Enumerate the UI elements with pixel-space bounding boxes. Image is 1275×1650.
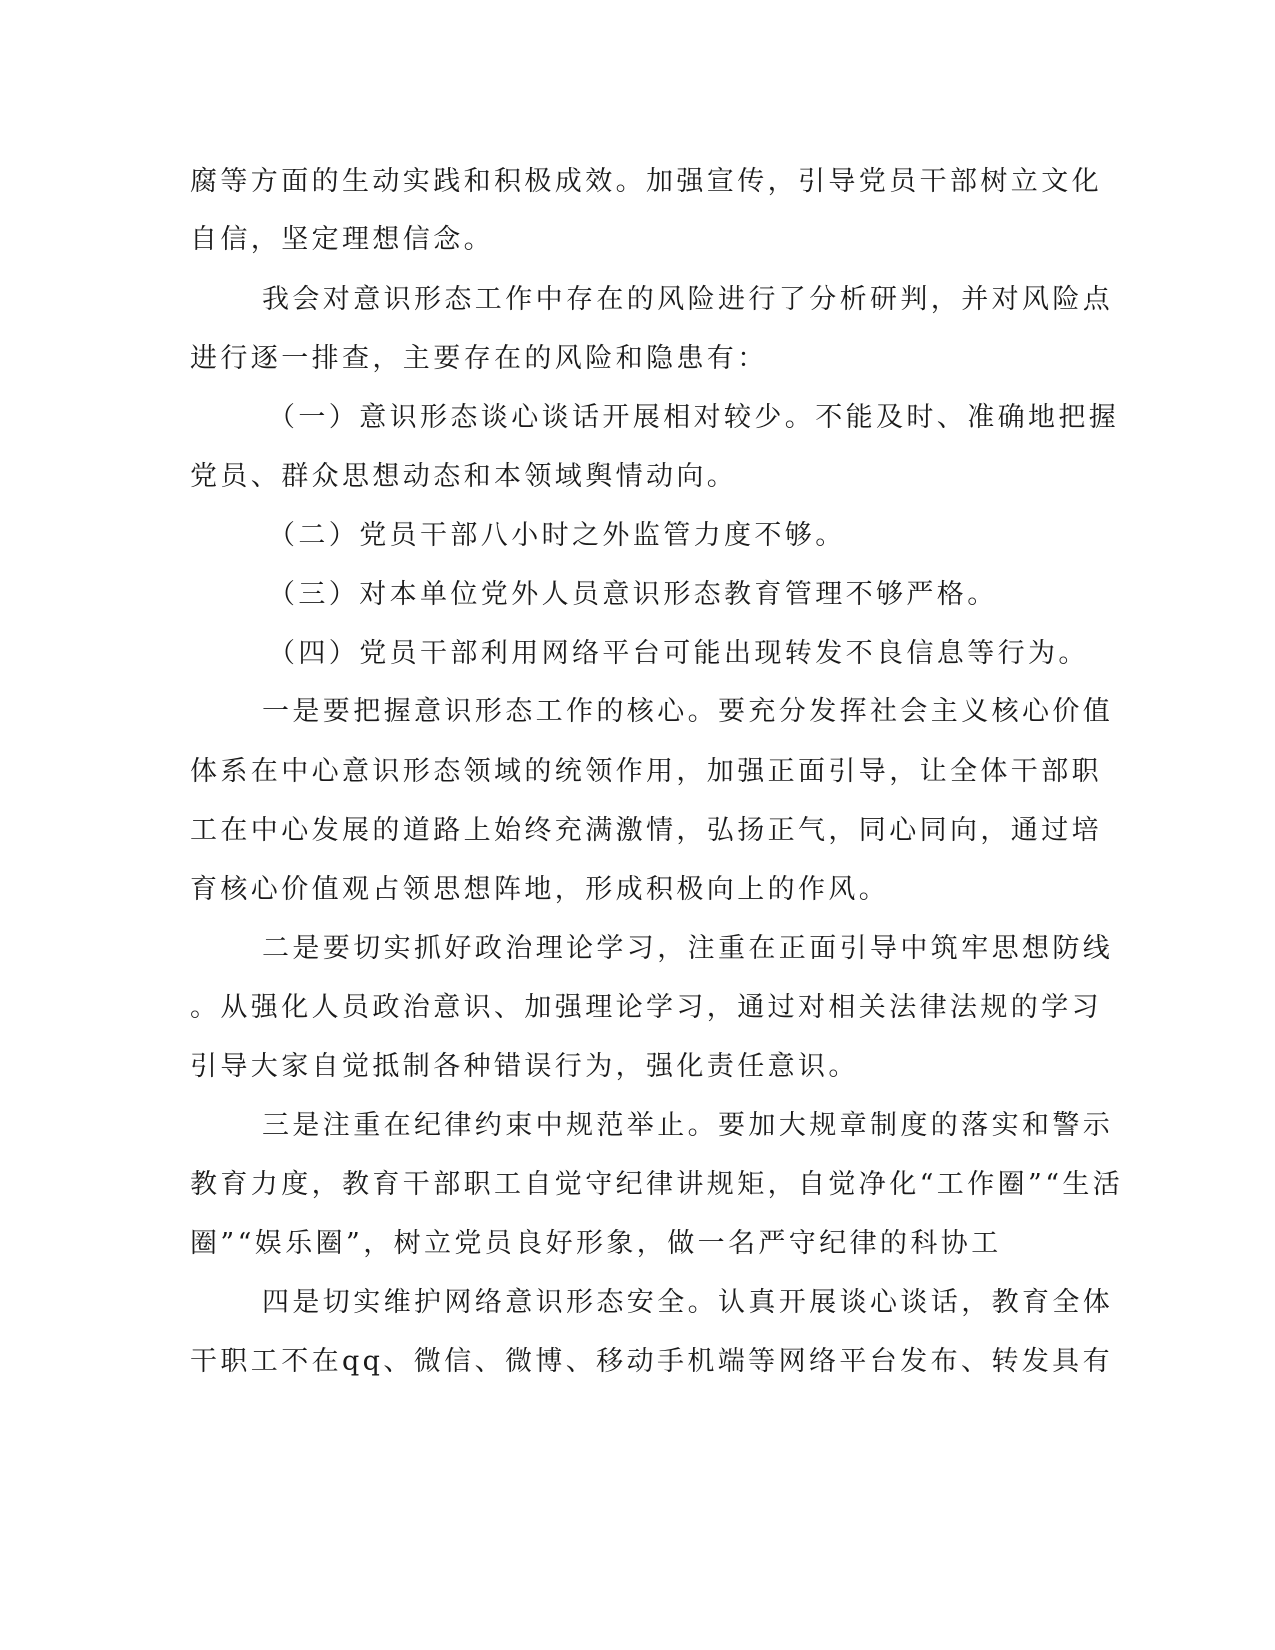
paragraph-start-line: 我会对意识形态工作中存在的风险进行了分析研判，并对风险点	[262, 284, 1114, 315]
text-line: 圈”“娱乐圈”，树立党员良好形象，做一名严守纪律的科协工	[190, 1228, 1002, 1259]
text-line: 育核心价值观占领思想阵地，形成积极向上的作风。	[190, 874, 890, 905]
list-item-line: （三）对本单位党外人员意识形态教育管理不够严格。	[268, 579, 998, 610]
text-line: 干职工不在qq、微信、微博、移动手机端等网络平台发布、转发具有	[190, 1346, 1113, 1377]
text-line: 。从强化人员政治意识、加强理论学习，通过对相关法律法规的学习	[190, 992, 1102, 1023]
paragraph-start-line: 二是要切实抓好政治理论学习，注重在正面引导中筑牢思想防线	[262, 933, 1114, 964]
paragraph-start-line: 四是切实维护网络意识形态安全。认真开展谈心谈话，教育全体	[262, 1287, 1114, 1318]
text-line: 党员、群众思想动态和本领域舆情动向。	[190, 461, 738, 492]
text-line: 引导大家自觉抵制各种错误行为，强化责任意识。	[190, 1051, 859, 1082]
text-line: 教育力度，教育干部职工自觉守纪律讲规矩，自觉净化“工作圈”“生活	[190, 1169, 1124, 1200]
list-item-line: （四）党员干部利用网络平台可能出现转发不良信息等行为。	[268, 638, 1089, 669]
text-line: 进行逐一排查，主要存在的风险和隐患有：	[190, 343, 768, 374]
text-line: 工在中心发展的道路上始终充满激情，弘扬正气，同心同向，通过培	[190, 815, 1102, 846]
text-line: 体系在中心意识形态领域的统领作用，加强正面引导，让全体干部职	[190, 756, 1102, 787]
paragraph-start-line: 三是注重在纪律约束中规范举止。要加大规章制度的落实和警示	[262, 1110, 1114, 1141]
list-item-line: （一）意识形态谈心谈话开展相对较少。不能及时、准确地把握	[268, 402, 1120, 433]
paragraph-start-line: 一是要把握意识形态工作的核心。要充分发挥社会主义核心价值	[262, 696, 1114, 727]
text-line: 腐等方面的生动实践和积极成效。加强宣传，引导党员干部树立文化	[190, 166, 1102, 197]
list-item-line: （二）党员干部八小时之外监管力度不够。	[268, 520, 846, 551]
text-line: 自信，坚定理想信念。	[190, 224, 494, 255]
